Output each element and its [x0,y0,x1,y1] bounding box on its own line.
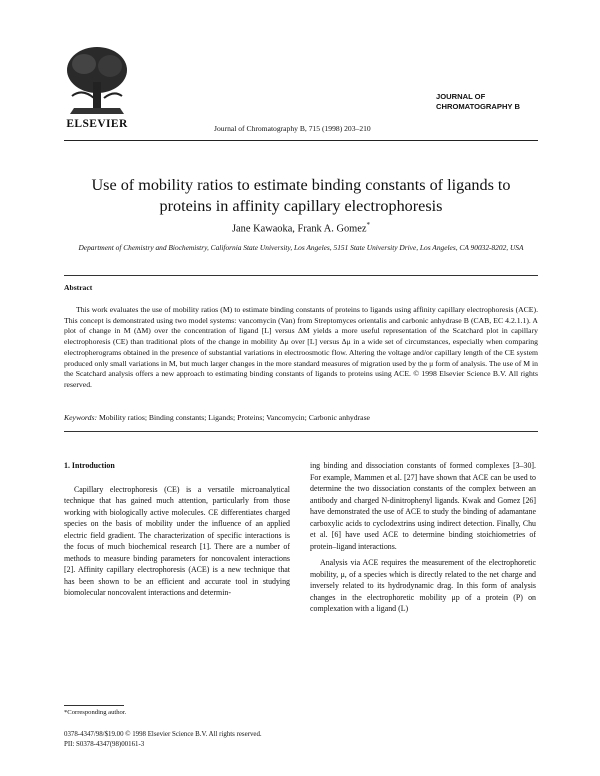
journal-citation: Journal of Chromatography B, 715 (1998) 203–210 [214,124,371,133]
publication-info [64,730,262,750]
keywords [64,413,538,422]
elsevier-tree-icon [64,44,130,116]
keywords-label: Keywords: [64,413,98,422]
keywords-divider [64,431,538,432]
article-title [64,175,538,216]
author-names: Jane Kawaoka, Frank A. Gomez [232,223,367,235]
journal-name-line1: JOURNAL OF [436,92,486,101]
author-affiliation: Department of Chemistry and Biochemistry, California State University, Los Angeles, 5151 State University Drive, Los Angeles, CA 90032-8202, USA [78,243,524,252]
abstract-text: This work evaluates the use of mobility ratios (M) to estimate binding constants of proteins to ligands using affinity capillary electrophoresis (ACE). This concept is demonstrated using two model systems: vancomycin (Van) from Streptomyces orientalis and carbonic anhydrase B (CAB, EC 4.2.1.1). A plot of change in M (ΔM) over the concentration of ligand [L] versus ΔM yields a more useful representation of the Scatchard plot in capillary electrophoresis (CE) than traditional plots of the change in mobility Δμ over [L] versus Δμ in a wide set of circumstances, especially when comparing electropherograms obtained in the presence of substantial variations in electroosmotic flow. Altering the voltage and/or capillary length of the CE system produced only small variations in M, but much larger changes in the more standard measures of migration used by the μ form of analysis. The use of M in the Scatchard analysis offers a new approach to estimating binding constants of ligands to proteins using ACE. © 1998 Elsevier Science B.V. All rights reserved. [64,305,538,389]
intro-paragraph-2: Analysis via ACE requires the measurement of the electrophoretic mobility, μ, of a species which is directly related to the net charge and inversely related to its hydrodynamic drag. In this form of analysis changes in the electrophoretic mobility μp of a protein (P) on complexation with a ligand (L) [310,558,536,613]
header-divider [64,140,538,141]
publisher-logo [64,44,130,132]
pii-line: PII: S0378-4347(98)00161-3 [64,741,145,748]
copyright-line: 0378-4347/98/$19.00 © 1998 Elsevier Science B.V. All rights reserved. [64,731,262,738]
journal-name-line2: CHROMATOGRAPHY B [436,101,520,111]
footnote: *Corresponding author. [64,709,127,716]
title-line-2: proteins in affinity capillary electrophoresis [159,196,443,215]
intro-paragraph-1-continued: ing binding and dissociation constants of formed complexes [3–30]. For example, Mammen et al. [27] have shown that ACE can be used to determine the two dissociation constants of the complex between an antibody and charged N-dinitrophenyl ligands. Kwak and Gomez [26] have demonstrated the use of ACE to study the binding of adamantane carboxylic acids to cyclodextrins using indirect detection. Finally, Chu et al. [6] have used ACE to determine binding stoichiometries of protein–ligand interactions. [310,461,536,551]
right-column [310,460,536,620]
intro-paragraph-1: Capillary electrophoresis (CE) is a versatile microanalytical technique that has gained much attention, particularly from those working with biologically active molecules. CE differentiates charged species on the basis of mobility under the influence of an applied electric field gradient. The characterization of specific interactions is the focus of much biochemical research [1]. There are a number of methods to measure binding parameters for noncovalent interactions [2]. Affinity capillary electrophoresis (ACE) is a new technique that has been shown to be an efficient and accurate tool in studying biomolecular noncovalent interactions and determin- [64,484,290,597]
footnote-divider [64,705,124,706]
title-line-1: Use of mobility ratios to estimate binding constants of ligands to [91,176,511,194]
abstract-top-divider [64,275,538,276]
left-column [64,460,290,604]
abstract-heading: Abstract [64,283,93,292]
corresponding-mark: * [366,221,370,229]
section-heading-introduction: 1. Introduction [64,461,115,470]
author-list [64,221,538,234]
journal-name [436,92,546,111]
logo-wordmark: ELSEVIER [66,118,128,130]
keywords-list: Mobility ratios; Binding constants; Ligands; Proteins; Vancomycin; Carbonic anhydrase [97,413,370,422]
